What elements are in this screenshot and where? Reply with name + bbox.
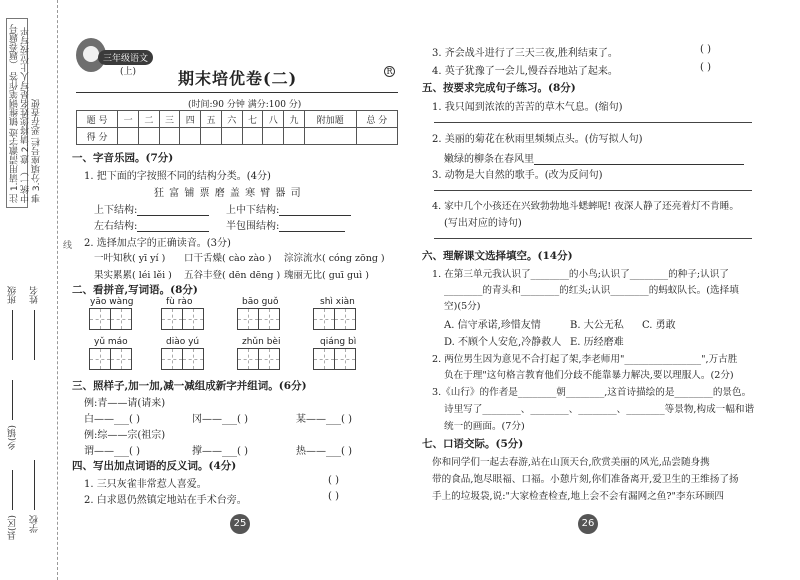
pinyin-1: yāo wàng — [90, 297, 134, 307]
score-cell: 得 分 — [77, 128, 118, 145]
s4-q2: 2. 白求恩仍然镇定地站在手术台旁。 — [84, 495, 247, 506]
s5-q4b: (写出对应的诗句) — [444, 218, 522, 229]
score-cell: 题 号 — [77, 111, 118, 128]
score-cell: 九 — [284, 111, 305, 128]
s6-q1b: ________的青头和________的红头;认识________的蚂蚁队长。(选择填 — [444, 285, 739, 296]
score-cell: 一 — [118, 111, 139, 128]
answer-blank[interactable] — [279, 221, 345, 232]
notes-box — [6, 18, 42, 208]
answer-blank[interactable] — [534, 154, 744, 165]
s1-ud-row — [226, 201, 351, 216]
score-cell: 六 — [221, 111, 242, 128]
score-input[interactable] — [118, 128, 139, 145]
section-7-title: 七、口语交际。(5分) — [422, 438, 524, 450]
answer-line[interactable] — [434, 122, 752, 123]
page-left — [66, 0, 393, 580]
option-b: B. 大公无私 — [570, 320, 624, 331]
writing-grid[interactable] — [238, 348, 280, 370]
writing-grid[interactable] — [162, 308, 204, 330]
score-cell: 七 — [242, 111, 263, 128]
name-label: 姓名 — [30, 286, 40, 304]
score-input[interactable] — [201, 128, 222, 145]
section-1-title: 一、字音乐园。(7分) — [72, 152, 174, 164]
school-label: 学校 — [30, 515, 40, 533]
s1-r1c: 淙淙流水( cóng zōng ) — [284, 253, 385, 264]
section-4-title: 四、写出加点词语的反义词。(4分) — [72, 460, 237, 472]
s3-item[interactable]: 冈——___( ) — [192, 414, 248, 425]
score-cell: 总 分 — [356, 111, 397, 128]
s1-chars: 狂 富 铺 票 磨 盖 寒 臂 器 司 — [154, 188, 302, 199]
s3-item[interactable]: 谓——___( ) — [84, 446, 140, 457]
score-input[interactable] — [138, 128, 159, 145]
s5-q4: 4. 家中几个小孩还在兴致勃勃地斗蟋蟀呢! 夜深人静了还亮着灯不肯睡。 — [432, 201, 739, 212]
score-table — [76, 110, 398, 145]
score-input[interactable] — [180, 128, 201, 145]
s5-q2: 2. 美丽的菊花在秋雨里频频点头。(仿写拟人句) — [432, 134, 643, 145]
page-number-right: 26 — [578, 514, 598, 534]
s1-half-label: 半包围结构: — [226, 221, 280, 232]
score-input[interactable] — [284, 128, 305, 145]
binding-margin — [0, 0, 58, 580]
answer-blank[interactable] — [279, 205, 351, 216]
s1-lmr-row — [94, 217, 209, 232]
s5-q1: 1. 我只闻到浓浓的苦苦的草木气息。(缩句) — [432, 102, 623, 113]
s3-item[interactable]: 撑——___( ) — [192, 446, 248, 457]
answer-paren[interactable]: ( ) — [328, 491, 339, 502]
s1-r1b: 口干舌燥( cào zào ) — [184, 253, 272, 264]
pinyin-8: qiáng bì — [320, 337, 357, 347]
s1-q1: 1. 把下面的字按照不同的结构分类。(4分) — [84, 171, 271, 182]
writing-grid[interactable] — [90, 348, 132, 370]
section-2-title: 二、看拼音,写词语。(8分) — [72, 284, 198, 296]
score-input[interactable] — [304, 128, 356, 145]
s1-q2: 2. 选择加点字的正确读音。(3分) — [84, 238, 231, 249]
s1-lmr-label: 左右结构: — [94, 221, 138, 232]
s7-p2: 带的食品,饱尽眼福、口福。小憩片刻,你们准备离开,爱卫生的王维扬了扬 — [432, 474, 739, 485]
notes-text: 注 1.请用清澈字迹 镇维钢笔作答 （题卷题号中统一） 意 2.请将您姓名是写人上位按写平 事 3.分填座号栏 恶存查使 — [10, 23, 42, 203]
school-line — [34, 460, 35, 510]
score-header-row — [77, 111, 398, 128]
score-cell: 二 — [138, 111, 159, 128]
s4-q3: 3. 齐会战斗进行了三天三夜,胜利结束了。 — [432, 48, 618, 59]
s4-q1: 1. 三只灰雀非常惹人喜爱。 — [84, 479, 207, 490]
option-c: C. 勇敢 — [642, 320, 676, 331]
township-line — [12, 380, 13, 420]
answer-paren[interactable]: ( ) — [700, 44, 711, 55]
s3-example-1: 例:青——请(请来) — [84, 398, 166, 409]
pinyin-4: shì xiàn — [320, 297, 355, 307]
pinyin-5: yǔ máo — [94, 337, 128, 347]
name-line — [34, 310, 35, 360]
answer-blank[interactable] — [137, 205, 209, 216]
s7-p3: 手上的垃圾袋,说:"大家检查检查,地上会不会有漏网之鱼?"李东环顾四 — [432, 491, 724, 502]
title-divider — [76, 92, 398, 93]
s1-r1a: 一叶知秋( yī yí ) — [94, 253, 166, 264]
score-input[interactable] — [242, 128, 263, 145]
s5-q2b-row — [444, 150, 744, 165]
s3-item[interactable]: 某——___( ) — [296, 414, 352, 425]
writing-grid[interactable] — [162, 348, 204, 370]
s6-q3b: 诗里写了________、________、________、________等景物,构成一幅和谐 — [444, 404, 755, 415]
s1-r2b: 五谷丰登( dēn dēng ) — [184, 270, 281, 281]
score-cell: 五 — [201, 111, 222, 128]
s1-half-row — [226, 217, 345, 232]
answer-line[interactable] — [434, 190, 752, 191]
s3-item[interactable]: 热——___( ) — [296, 446, 352, 457]
score-value-row — [77, 128, 398, 145]
s4-q4: 4. 英子犹豫了一会儿,慢吞吞地站了起来。 — [432, 66, 618, 77]
pinyin-3: bāo guǒ — [242, 297, 279, 307]
class-line — [12, 310, 13, 360]
s3-example-2: 例:综——宗(祖宗) — [84, 430, 166, 441]
score-cell: 八 — [263, 111, 284, 128]
score-cell: 四 — [180, 111, 201, 128]
grade-tag: 三年级语文 — [98, 50, 153, 65]
score-cell: 三 — [159, 111, 180, 128]
page-right — [422, 0, 778, 580]
answer-paren[interactable]: ( ) — [328, 475, 339, 486]
answer-blank[interactable] — [137, 221, 209, 232]
writing-grid[interactable] — [314, 348, 356, 370]
s3-item[interactable]: 白——___( ) — [84, 414, 140, 425]
option-e: E. 历经磨难 — [570, 337, 624, 348]
county-label: 县(区) — [8, 515, 18, 541]
s6-q1a: 1. 在第三单元我认识了________的小鸟;认识了________的种子;认识了 — [432, 269, 729, 280]
s1-r2a: 果实累累( léi lěi ) — [94, 270, 172, 281]
score-input[interactable] — [159, 128, 180, 145]
answer-line[interactable] — [434, 238, 752, 239]
option-a: A. 信守承诺,珍惜友情 — [444, 320, 541, 331]
page-title: 期末培优卷(二) — [178, 69, 298, 88]
answer-paren[interactable]: ( ) — [700, 62, 711, 73]
score-input[interactable] — [263, 128, 284, 145]
option-d: D. 不顾个人安危,冷静救人 — [444, 337, 562, 348]
cut-label: 线 — [61, 240, 71, 249]
township-label: 乡(镇) — [8, 425, 18, 451]
pinyin-7: zhǔn bèi — [242, 337, 281, 347]
score-input[interactable] — [221, 128, 242, 145]
s1-ud-label: 上中下结构: — [226, 205, 280, 216]
grade-sub: (上) — [120, 67, 137, 77]
s1-r2c: 瑰丽无比( guī guì ) — [284, 270, 369, 281]
section-6-title: 六、理解课文选择填空。(14分) — [422, 250, 573, 262]
county-line — [12, 470, 13, 510]
pinyin-6: diào yú — [166, 337, 200, 347]
section-5-title: 五、按要求完成句子练习。(8分) — [422, 82, 576, 94]
s6-q2b: 负在于理"这句格言教育他们分歧不能靠暴力解决,要以理服人。(2分) — [444, 370, 734, 381]
writing-grid[interactable] — [238, 308, 280, 330]
s6-q2a: 2. 两位男生因为意见不合打起了架,李老师用"________________",万古胜 — [432, 354, 738, 365]
s7-p1: 你和同学们一起去春游,站在山顶天台,欣赏美丽的风光,品尝随身携 — [432, 457, 710, 468]
registered-icon: R — [384, 66, 395, 77]
class-label: 班级 — [8, 286, 18, 304]
s1-lr-label: 上下结构: — [94, 205, 138, 216]
section-3-title: 三、照样子,加一加,减一减组成新字并组词。(6分) — [72, 380, 307, 392]
score-cell: 附加题 — [304, 111, 356, 128]
writing-grid[interactable] — [90, 308, 132, 330]
score-input[interactable] — [356, 128, 397, 145]
s5-q3: 3. 动物是大自然的歌手。(改为反问句) — [432, 170, 603, 181]
s5-q2b: 嫩绿的柳条在春风里 — [444, 154, 534, 165]
s6-q1c: 空)(5分) — [444, 301, 481, 312]
s6-q3c: 统一的画面。(7分) — [444, 421, 525, 432]
s6-q3a: 3.《山行》的作者是________朝________,这首诗描绘的是________的景色。 — [432, 387, 752, 398]
pinyin-2: fù rào — [166, 297, 193, 307]
page-number-left: 25 — [230, 514, 250, 534]
writing-grid[interactable] — [314, 308, 356, 330]
time-info: (时间:90 分钟 满分:100 分) — [188, 100, 302, 110]
grade-badge — [76, 38, 148, 78]
s1-lr-row — [94, 201, 209, 216]
